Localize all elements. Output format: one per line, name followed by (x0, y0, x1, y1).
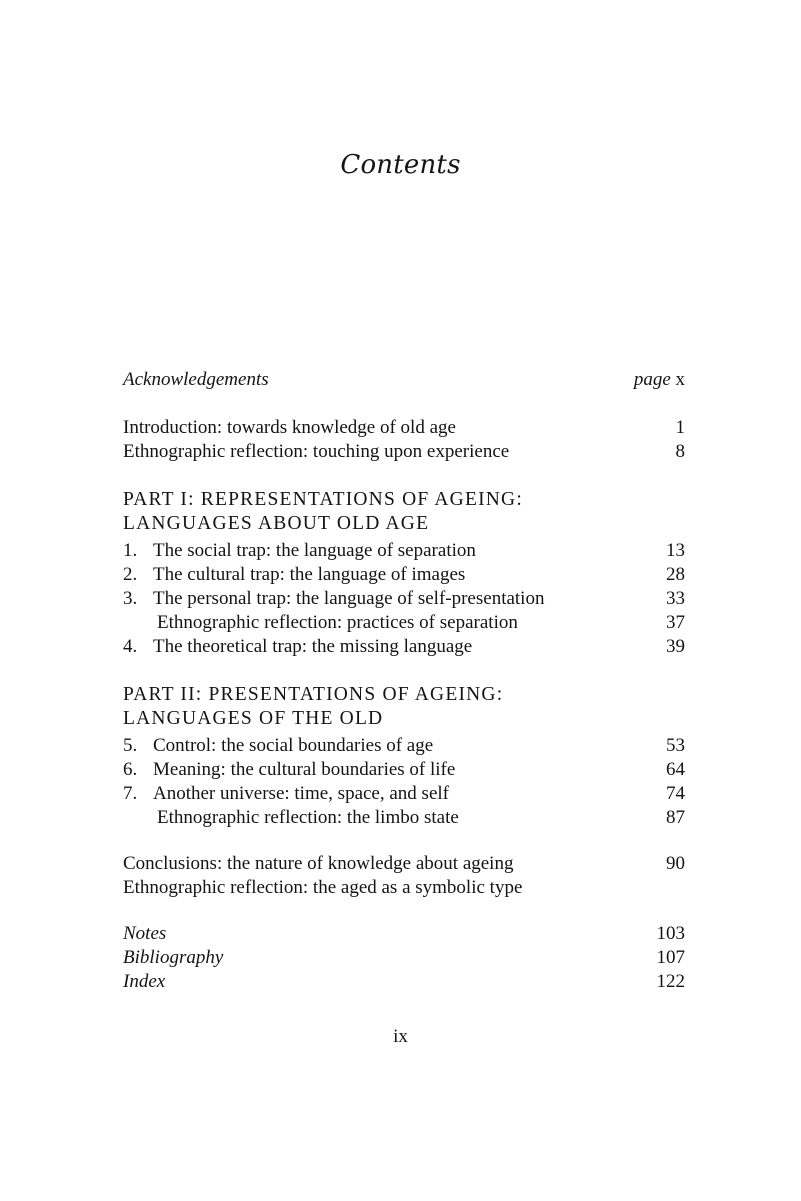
part-heading: PART II: PRESENTATIONS OF AGEING: (123, 684, 504, 705)
toc-entry-chapter (123, 783, 685, 807)
toc-entry-title: Ethnographic reflection: practices of separation (157, 612, 518, 633)
toc-entry-title: 2. The cultural trap: the language of images (123, 564, 466, 585)
toc-entry-page: 122 (656, 971, 685, 992)
toc-entry-title: 3. The personal trap: the language of self-presentation (123, 588, 545, 609)
toc-entry-chapter (123, 735, 685, 759)
toc-entry-title: Bibliography (123, 947, 224, 968)
toc-entry-ethnographic-reflection (123, 807, 685, 831)
toc-entry-page: 13 (666, 540, 685, 561)
toc-entry-page: 28 (666, 564, 685, 585)
toc-entry-chapter (123, 636, 685, 660)
toc-entry-ethnographic-reflection (123, 441, 685, 465)
toc-entry-title: Introduction: towards knowledge of old age (123, 417, 456, 438)
toc-entry-chapter (123, 540, 685, 564)
toc-entry-page: 87 (666, 807, 685, 828)
toc-entry-page: 1 (675, 417, 685, 438)
toc-entry-conclusions (123, 853, 685, 877)
toc-entry-title: Ethnographic reflection: the limbo state (157, 807, 459, 828)
toc-entry-ethnographic-reflection (123, 877, 685, 901)
chapter-number: 1. (123, 540, 138, 561)
toc-entry-title: 6. Meaning: the cultural boundaries of life (123, 759, 456, 780)
toc-entry-title: 5. Control: the social boundaries of age (123, 735, 434, 756)
chapter-number: 6. (123, 759, 138, 780)
page-number: ix (393, 1026, 408, 1047)
part-heading: PART I: REPRESENTATIONS OF AGEING: (123, 489, 523, 510)
toc-entry-page: 74 (666, 783, 685, 804)
toc-entry-page: 103 (656, 923, 685, 944)
part-subheading: LANGUAGES ABOUT OLD AGE (123, 513, 430, 534)
page-title: Contents (340, 150, 461, 180)
part-subheading: LANGUAGES OF THE OLD (123, 708, 384, 729)
toc-entry-index (123, 971, 685, 995)
toc-entry-chapter (123, 759, 685, 783)
toc-entry-title: Ethnographic reflection: touching upon experience (123, 441, 510, 462)
toc-entry-page: 90 (666, 853, 685, 874)
toc-entry-acknowledgements (123, 369, 685, 393)
toc-entry-page: 39 (666, 636, 685, 657)
chapter-number: 3. (123, 588, 138, 609)
toc-entry-page: 53 (666, 735, 685, 756)
toc-entry-title: 4. The theoretical trap: the missing language (123, 636, 473, 657)
toc-entry-chapter (123, 588, 685, 612)
toc-entry-page: 37 (666, 612, 685, 633)
toc-entry-title: 7. Another universe: time, space, and self (123, 783, 449, 804)
toc-entry-title: 1. The social trap: the language of separation (123, 540, 476, 561)
chapter-number: 7. (123, 783, 138, 804)
toc-entry-title: Conclusions: the nature of knowledge about ageing (123, 853, 514, 874)
toc-entry-page: 8 (675, 441, 685, 462)
chapter-number: 4. (123, 636, 138, 657)
chapter-number: 2. (123, 564, 138, 585)
toc-entry-ethnographic-reflection (123, 612, 685, 636)
toc-entry-introduction (123, 417, 685, 441)
toc-entry-title: Index (123, 971, 166, 992)
toc-entry-page: page x (633, 369, 685, 390)
toc-entry-title: Ethnographic reflection: the aged as a symbolic type (123, 877, 523, 898)
toc-entry-chapter (123, 564, 685, 588)
toc-entry-page: 33 (666, 588, 685, 609)
toc-entry-title: Notes (123, 923, 167, 944)
toc-entry-notes (123, 923, 685, 947)
toc-entry-title: Acknowledgements (123, 369, 269, 390)
toc-entry-bibliography (123, 947, 685, 971)
chapter-number: 5. (123, 735, 138, 756)
toc-entry-page: 107 (656, 947, 685, 968)
toc-entry-page: 64 (666, 759, 685, 780)
